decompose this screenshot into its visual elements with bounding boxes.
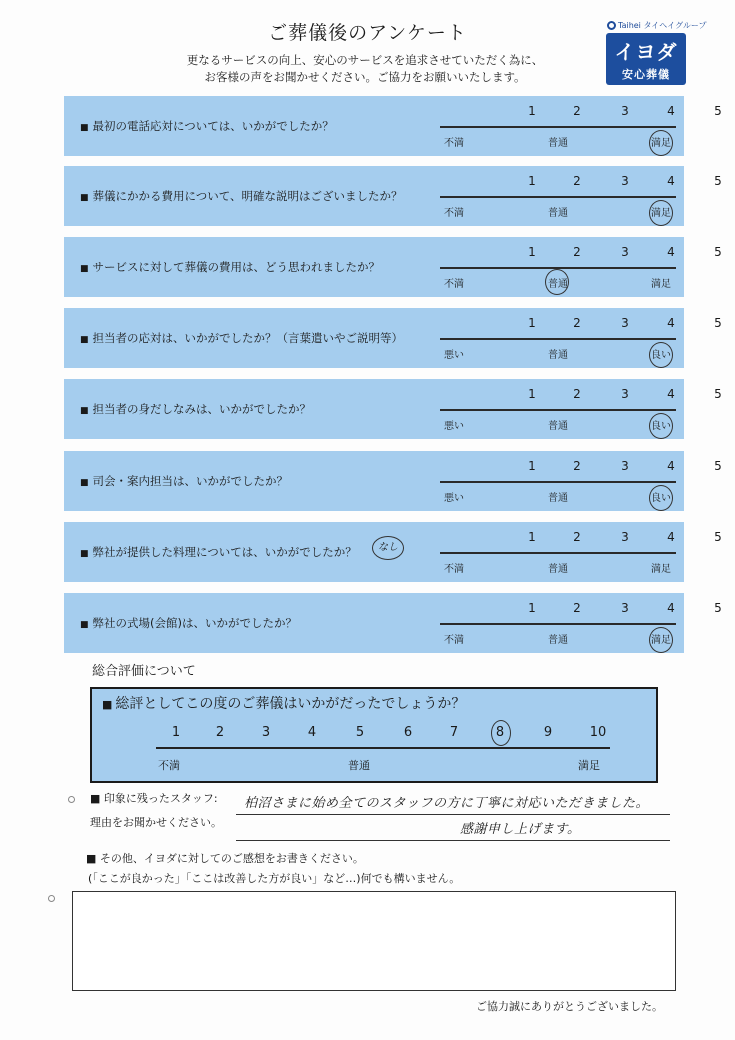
question-box <box>64 451 722 511</box>
question-label: 司会・案内担当は、いかがでしたか？ <box>92 474 289 488</box>
staff-label-text: 印象に残ったスタッフ: <box>103 792 218 805</box>
overall-left-label: 不満 <box>158 759 180 772</box>
overall-box <box>90 687 658 783</box>
scale-number[interactable]: 1 <box>528 459 536 473</box>
scale-number[interactable]: 2 <box>573 387 581 401</box>
overall-scale-number[interactable]: 6 <box>403 725 413 740</box>
question-text <box>80 401 311 417</box>
scale-number[interactable]: 2 <box>573 530 581 544</box>
scale-number[interactable]: 4 <box>667 245 675 259</box>
question-text <box>80 473 288 489</box>
scale-right-label: 満足 <box>651 635 671 646</box>
scale-right-label: 満足 <box>651 279 671 290</box>
page-title: ご葬儀後のアンケート <box>268 22 467 44</box>
square-bullet-icon: ■ <box>80 335 89 345</box>
scale-number[interactable]: 1 <box>528 387 536 401</box>
scale-number[interactable]: 5 <box>714 387 722 401</box>
overall-scale-number[interactable]: 9 <box>543 725 553 740</box>
other-label <box>86 850 364 866</box>
overall-scale-number[interactable]: 7 <box>449 725 459 740</box>
scale-number[interactable]: 5 <box>714 316 722 330</box>
scale-number[interactable]: 2 <box>573 459 581 473</box>
scale-numbers <box>436 601 722 617</box>
scale-line <box>440 623 676 625</box>
square-bullet-icon: ■ <box>80 549 89 559</box>
brand-sub: 安心葬儀 <box>622 68 670 81</box>
staff-label <box>90 790 218 806</box>
square-bullet-icon: ■ <box>102 698 113 711</box>
other-label-text: その他、イヨダに対してのご感想をお書きください。 <box>99 852 364 865</box>
overall-scale-line <box>156 747 610 749</box>
selection-circle <box>649 413 673 439</box>
scale-number[interactable]: 5 <box>714 174 722 188</box>
scale-number[interactable]: 5 <box>714 601 722 615</box>
scale-number[interactable]: 4 <box>667 459 675 473</box>
square-bullet-icon: ■ <box>90 792 104 805</box>
scale-number[interactable]: 3 <box>621 174 629 188</box>
overall-scale-number[interactable]: 10 <box>589 725 607 740</box>
scale-number[interactable]: 2 <box>573 104 581 118</box>
scale-right-label: 満足 <box>651 564 671 575</box>
scale-number[interactable]: 3 <box>621 459 629 473</box>
scale-number[interactable]: 5 <box>714 459 722 473</box>
staff-answer-text-2: 感謝申し上げます。 <box>460 822 581 837</box>
question-text <box>80 118 334 134</box>
square-bullet-icon: ■ <box>86 852 100 865</box>
scale-numbers <box>436 387 722 403</box>
scale-right-label: 良い <box>651 350 671 361</box>
scale-number[interactable]: 5 <box>714 245 722 259</box>
scale-number[interactable]: 4 <box>667 530 675 544</box>
scale-number[interactable]: 1 <box>528 104 536 118</box>
scale-left-label: 不満 <box>444 138 464 149</box>
staff-answer-text-1: 柏沼さまに始め全てのスタッフの方に丁寧に対応いただきました。 <box>244 796 650 811</box>
scale-numbers <box>436 459 722 475</box>
scale-number[interactable]: 4 <box>667 104 675 118</box>
square-bullet-icon: ■ <box>80 123 89 133</box>
scale-number[interactable]: 3 <box>621 530 629 544</box>
scale-mid-label: 普通 <box>548 564 568 575</box>
scale-mid-label: 普通 <box>548 350 568 361</box>
question-text <box>80 544 357 560</box>
selection-circle <box>649 130 673 156</box>
scale-mid-label: 普通 <box>548 635 568 646</box>
taihei-mark-icon <box>607 21 616 30</box>
scale-number[interactable]: 4 <box>667 174 675 188</box>
margin-mark <box>48 895 55 902</box>
question-text <box>80 259 380 275</box>
question-text <box>80 330 403 346</box>
overall-scale-number[interactable]: 3 <box>261 725 271 740</box>
question-box <box>64 593 722 653</box>
scale-number[interactable]: 5 <box>714 104 722 118</box>
question-box <box>64 379 722 439</box>
overall-scale-number[interactable]: 1 <box>171 725 181 740</box>
question-label: 担当者の応対は、いかがでしたか？（言葉遣いやご説明等） <box>92 331 404 345</box>
question-text <box>80 615 297 631</box>
scale-line <box>440 126 676 128</box>
overall-question <box>102 693 465 713</box>
scale-number[interactable]: 3 <box>621 316 629 330</box>
question-box <box>64 522 722 582</box>
scale-left-label: 悪い <box>444 493 464 504</box>
scale-line <box>440 481 676 483</box>
scale-line <box>440 409 676 411</box>
overall-right-label: 満足 <box>578 759 600 772</box>
scale-right-label: 良い <box>651 493 671 504</box>
question-box <box>64 308 722 368</box>
overall-scale-number[interactable]: 8 <box>495 725 505 740</box>
question-label: 弊社が提供した料理については、いかがでしたか？ <box>92 545 357 559</box>
scale-number[interactable]: 1 <box>528 601 536 615</box>
handwritten-note: なし <box>372 536 404 560</box>
scale-number[interactable]: 3 <box>621 601 629 615</box>
scale-number[interactable]: 1 <box>528 174 536 188</box>
selection-circle <box>649 485 673 511</box>
scale-numbers <box>436 316 722 332</box>
scale-numbers <box>436 245 722 261</box>
intro-line-2: お客様の声をお聞かせください。ご協力をお願いいたします。 <box>204 70 526 84</box>
scale-right-label: 良い <box>651 421 671 432</box>
overall-selection-circle <box>491 720 511 746</box>
scale-number[interactable]: 2 <box>573 601 581 615</box>
scale-left-label: 不満 <box>444 208 464 219</box>
scale-mid-label: 普通 <box>548 208 568 219</box>
intro-line-1: 更なるサービスの向上、安心のサービスを追求させていただく為に、 <box>186 53 544 67</box>
question-label: 最初の電話応対については、いかがでしたか？ <box>92 119 334 133</box>
footer-thanks: ご協力誠にありがとうございました。 <box>476 1000 663 1013</box>
scale-number[interactable]: 1 <box>528 316 536 330</box>
square-bullet-icon: ■ <box>80 264 89 274</box>
square-bullet-icon: ■ <box>80 620 89 630</box>
scale-mid-label: 普通 <box>548 421 568 432</box>
overall-scale-number[interactable]: 4 <box>307 725 317 740</box>
brand-name: イヨダ <box>614 40 678 64</box>
selection-circle <box>649 200 673 226</box>
overall-mid-label: 普通 <box>348 759 370 772</box>
question-label: サービスに対して葬儀の費用は、どう思われましたか？ <box>92 260 381 274</box>
scale-line <box>440 196 676 198</box>
reason-label: 理由をお聞かせください。 <box>90 816 222 829</box>
scale-number[interactable]: 4 <box>667 316 675 330</box>
scale-number[interactable]: 2 <box>573 245 581 259</box>
square-bullet-icon: ■ <box>80 406 89 416</box>
selection-circle <box>649 627 673 653</box>
scale-line <box>440 338 676 340</box>
question-label: 弊社の式場(会館)は、いかがでしたか？ <box>92 616 297 630</box>
scale-left-label: 不満 <box>444 279 464 290</box>
overall-section-title: 総合評価について <box>92 664 196 679</box>
staff-answer-line-2 <box>236 840 670 841</box>
square-bullet-icon: ■ <box>80 478 89 488</box>
question-label: 葬儀にかかる費用について、明確な説明はございましたか？ <box>92 189 403 203</box>
selection-circle <box>649 342 673 368</box>
scale-numbers <box>436 530 722 546</box>
group-logo <box>607 20 707 31</box>
intro-text <box>150 52 580 86</box>
scale-right-label: 満足 <box>651 138 671 149</box>
scale-mid-label: 普通 <box>548 493 568 504</box>
overall-scale-number[interactable]: 2 <box>215 725 225 740</box>
scale-number[interactable]: 2 <box>573 316 581 330</box>
scale-left-label: 不満 <box>444 635 464 646</box>
scale-numbers <box>436 174 722 190</box>
scale-line <box>440 552 676 554</box>
scale-number[interactable]: 3 <box>621 245 629 259</box>
scale-number[interactable]: 3 <box>621 104 629 118</box>
question-box <box>64 96 722 156</box>
question-box <box>64 237 722 297</box>
scale-number[interactable]: 1 <box>528 530 536 544</box>
selection-circle <box>545 269 569 295</box>
group-name: Taihei タイヘイグループ <box>618 21 707 30</box>
scale-left-label: 悪い <box>444 421 464 432</box>
scale-right-label: 満足 <box>651 208 671 219</box>
scale-mid-label: 普通 <box>548 138 568 149</box>
other-comment-box[interactable] <box>72 891 676 991</box>
question-text <box>80 188 403 204</box>
scale-number[interactable]: 4 <box>667 601 675 615</box>
margin-mark <box>68 796 75 803</box>
scale-number[interactable]: 2 <box>573 174 581 188</box>
staff-answer-line-1 <box>236 814 670 815</box>
scale-number[interactable]: 3 <box>621 387 629 401</box>
overall-scale-number[interactable]: 5 <box>355 725 365 740</box>
scale-numbers <box>436 104 722 120</box>
square-bullet-icon: ■ <box>80 193 89 203</box>
question-label: 担当者の身だしなみは、いかがでしたか？ <box>92 402 312 416</box>
brand-logo <box>606 33 686 85</box>
scale-left-label: 不満 <box>444 564 464 575</box>
scale-left-label: 悪い <box>444 350 464 361</box>
scale-mid-label: 普通 <box>548 279 568 290</box>
scale-number[interactable]: 5 <box>714 530 722 544</box>
overall-question-text: 総評としてこの度のご葬儀はいかがだったでしょうか？ <box>115 696 466 712</box>
scale-number[interactable]: 1 <box>528 245 536 259</box>
other-hint: (「ここが良かった」「ここは改善した方が良い」など…)何でも構いません。 <box>88 872 461 885</box>
scale-number[interactable]: 4 <box>667 387 675 401</box>
question-box <box>64 166 722 226</box>
